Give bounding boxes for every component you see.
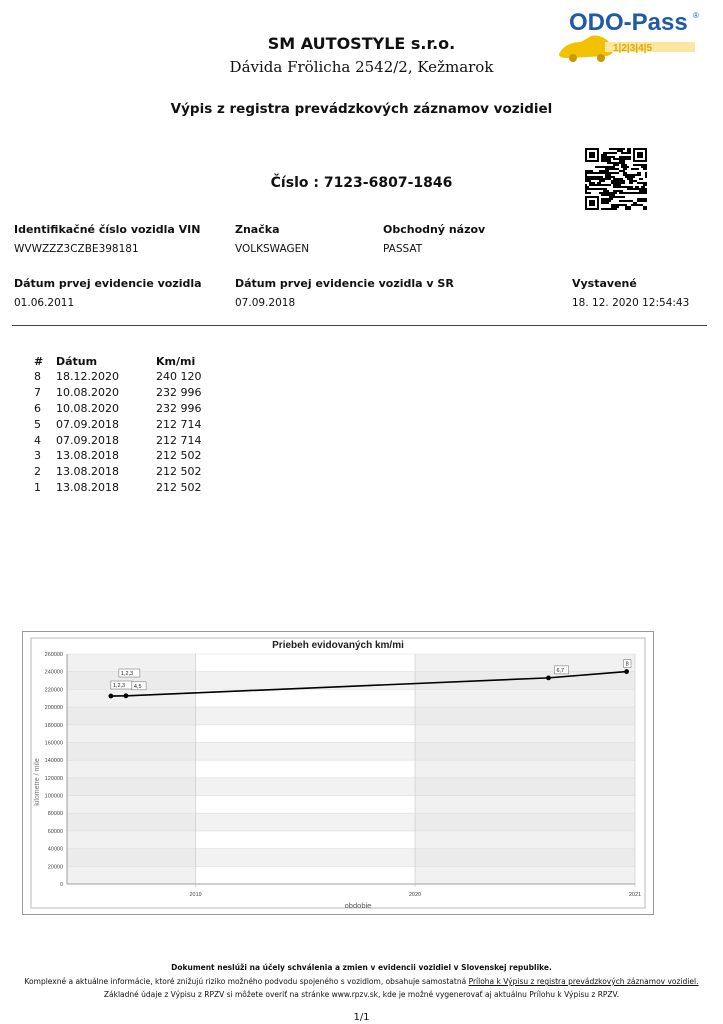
y-tick-label: 20000 bbox=[47, 864, 63, 871]
history-table-wrapper bbox=[34, 353, 216, 495]
row-date: 13.08.2018 bbox=[56, 465, 119, 479]
row-km: 232 996 bbox=[156, 401, 202, 415]
y-tick-label: 40000 bbox=[47, 846, 63, 853]
qr-code bbox=[585, 148, 647, 210]
first-reg-label: Dátum prvej evidencie vozidla bbox=[14, 277, 202, 290]
data-point bbox=[546, 675, 551, 680]
footer-disclaimer: Dokument neslúži na účely schválenia a zmien v evidencii vozidiel v Slovenskej republike. bbox=[171, 963, 552, 972]
company-name: SM AUTOSTYLE s.r.o. bbox=[267, 34, 456, 53]
x-axis-label: obdobie bbox=[344, 901, 372, 910]
chart-title: Priebeh evidovaných km/mi bbox=[272, 640, 404, 651]
row-index: 6 bbox=[34, 401, 41, 415]
vin-label: Identifikačné číslo vozidla VIN bbox=[14, 223, 201, 236]
row-km: 212 502 bbox=[156, 465, 202, 479]
issued-label: Vystavené bbox=[572, 277, 637, 290]
row-km: 212 502 bbox=[156, 480, 202, 494]
trade-name-label: Obchodný názov bbox=[383, 223, 486, 236]
row-km: 212 714 bbox=[156, 433, 202, 447]
y-tick-label: 60000 bbox=[47, 828, 63, 835]
trade-name-value: PASSAT bbox=[383, 243, 423, 255]
point-label-text: 6,7 bbox=[556, 667, 565, 674]
logo-digits: 1|2|3|4|5 bbox=[613, 43, 652, 54]
table-row bbox=[34, 385, 216, 401]
table-row bbox=[34, 432, 216, 448]
y-tick-label: 220000 bbox=[44, 687, 63, 694]
y-tick-label: 160000 bbox=[44, 740, 63, 747]
row-index: 1 bbox=[34, 480, 41, 494]
first-reg-value: 01.06.2011 bbox=[14, 297, 75, 309]
first-reg-sk-label: Dátum prvej evidencie vozidla v SR bbox=[235, 277, 454, 290]
row-index: 7 bbox=[34, 386, 41, 400]
footer-verify: Základné údaje z Výpisu z RPZV si môžete overiť na stránke www.rpzv.sk, kde je možné vygenerovať aj aktuálnu Prílohu k Výpisu z RPZV. bbox=[103, 990, 620, 999]
row-date: 07.09.2018 bbox=[56, 433, 119, 447]
row-index: 8 bbox=[34, 370, 41, 384]
y-tick-label: 260000 bbox=[44, 652, 63, 658]
point-label-extra bbox=[119, 669, 140, 677]
y-tick-label: 240000 bbox=[44, 669, 63, 676]
row-km: 232 996 bbox=[156, 386, 202, 400]
y-tick-label: 180000 bbox=[44, 722, 63, 729]
brand-value: VOLKSWAGEN bbox=[235, 243, 310, 255]
mileage-chart-svg bbox=[23, 632, 653, 914]
row-index: 2 bbox=[34, 465, 41, 479]
y-tick-label: 80000 bbox=[47, 811, 63, 818]
row-date: 13.08.2018 bbox=[56, 449, 119, 463]
vin-value: WVWZZZ3CZBE398181 bbox=[14, 243, 139, 255]
point-label-text: 8 bbox=[625, 661, 629, 668]
col-header-km: Km/mi bbox=[156, 354, 196, 368]
table-row bbox=[34, 416, 216, 432]
page-number: 1/1 bbox=[353, 1012, 370, 1023]
brand-label: Značka bbox=[235, 223, 280, 236]
point-label bbox=[132, 682, 146, 690]
y-tick-label: 100000 bbox=[44, 793, 63, 800]
row-date: 07.09.2018 bbox=[56, 417, 119, 431]
company-address: Dávida Frölicha 2542/2, Kežmarok bbox=[229, 58, 494, 76]
row-date: 13.08.2018 bbox=[56, 480, 119, 494]
col-header-date: Dátum bbox=[56, 354, 98, 368]
issued-value: 18. 12. 2020 12:54:43 bbox=[572, 297, 690, 309]
year-band bbox=[415, 654, 635, 884]
document-number: Číslo : 7123-6807-1846 bbox=[270, 175, 453, 191]
x-tick-label: 2021 bbox=[628, 892, 642, 898]
row-index: 3 bbox=[34, 449, 41, 463]
first-reg-sk-value: 07.09.2018 bbox=[235, 297, 296, 309]
mileage-chart bbox=[22, 631, 654, 915]
logo-text: ODO-Pass bbox=[569, 9, 688, 36]
y-tick-label: 0 bbox=[59, 882, 63, 888]
row-index: 5 bbox=[34, 417, 41, 431]
table-row bbox=[34, 480, 216, 496]
col-header-index: # bbox=[34, 354, 44, 368]
footer-attachment-link[interactable]: Príloha k Výpisu z registra prevádzkových záznamov vozidiel. bbox=[468, 977, 699, 986]
y-tick-label: 120000 bbox=[44, 775, 63, 782]
row-km: 240 120 bbox=[156, 370, 202, 384]
table-row bbox=[34, 464, 216, 480]
row-index: 4 bbox=[34, 433, 41, 447]
section-divider bbox=[12, 325, 707, 326]
point-label-text: 4,5 bbox=[133, 683, 142, 690]
document-title: Výpis z registra prevádzkových záznamov vozidiel bbox=[170, 101, 553, 117]
y-tick-label: 140000 bbox=[44, 758, 63, 765]
logo-mark: ® bbox=[693, 11, 699, 20]
point-label-text: 1,2,3 bbox=[112, 683, 126, 690]
row-km: 212 714 bbox=[156, 417, 202, 431]
point-label bbox=[624, 660, 631, 668]
point-label-extra-text: 1,2,3 bbox=[120, 671, 134, 678]
x-tick-label: 2020 bbox=[408, 892, 422, 898]
history-table bbox=[34, 353, 216, 495]
table-row bbox=[34, 401, 216, 417]
footer-info bbox=[0, 977, 723, 986]
data-point bbox=[108, 694, 113, 699]
row-date: 10.08.2020 bbox=[56, 401, 119, 415]
row-date: 10.08.2020 bbox=[56, 386, 119, 400]
history-header-row bbox=[34, 353, 216, 369]
table-row bbox=[34, 369, 216, 385]
table-row bbox=[34, 448, 216, 464]
y-tick-label: 200000 bbox=[44, 705, 63, 712]
point-label bbox=[554, 666, 568, 674]
data-point bbox=[124, 693, 129, 698]
y-axis-label: kilometre / míle bbox=[34, 758, 41, 806]
row-date: 18.12.2020 bbox=[56, 370, 119, 384]
footer-info-text: Komplexné a aktuálne informácie, ktoré znižujú riziko možného podvodu spojeného s vozidlom, obsahuje samostatná bbox=[24, 977, 469, 986]
odo-pass-logo bbox=[555, 6, 705, 66]
x-tick-label: 2019 bbox=[189, 892, 202, 898]
point-label bbox=[111, 681, 132, 689]
row-km: 212 502 bbox=[156, 449, 202, 463]
data-point bbox=[624, 669, 629, 674]
